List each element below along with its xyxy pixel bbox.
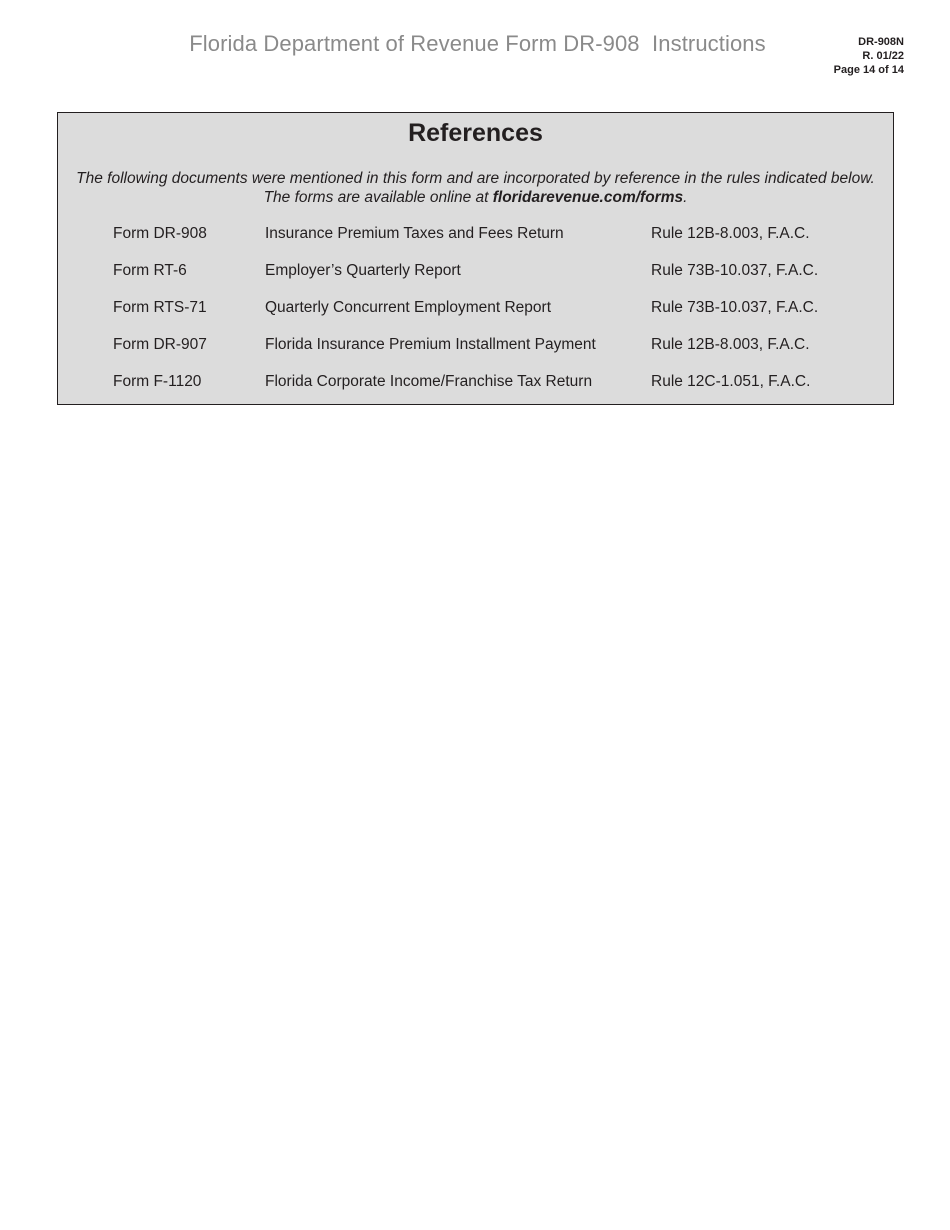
- reference-form: Form DR-907: [113, 336, 207, 353]
- reference-rule: Rule 73B-10.037, F.A.C.: [651, 262, 819, 279]
- intro-line-2: [58, 188, 893, 207]
- reference-row: [58, 336, 893, 358]
- reference-rule: Rule 73B-10.037, F.A.C.: [651, 299, 819, 316]
- intro-line-1: The following documents were mentioned in this form and are incorporated by reference in the rules indicated below.: [76, 170, 875, 187]
- form-meta: [834, 35, 904, 77]
- reference-rule: Rule 12B-8.003, F.A.C.: [651, 336, 810, 353]
- intro-suffix: .: [683, 189, 688, 206]
- forms-website-link[interactable]: floridarevenue.com/forms: [492, 189, 684, 206]
- intro-prefix: The forms are available online at: [263, 189, 493, 206]
- reference-rule: Rule 12C-1.051, F.A.C.: [651, 373, 811, 390]
- form-number: DR-908N: [858, 36, 904, 48]
- references-intro: [58, 169, 893, 207]
- reference-row: [58, 225, 893, 247]
- reference-rule: Rule 12B-8.003, F.A.C.: [651, 225, 810, 242]
- page-title: Florida Department of Revenue Form DR-908 Instructions: [189, 31, 766, 56]
- reference-title: Florida Insurance Premium Installment Payment: [265, 336, 596, 353]
- references-heading: References: [408, 119, 543, 147]
- reference-form: Form RTS-71: [113, 299, 207, 316]
- reference-title: Quarterly Concurrent Employment Report: [265, 299, 552, 316]
- reference-title: Florida Corporate Income/Franchise Tax Return: [265, 373, 593, 390]
- reference-form: Form RT-6: [113, 262, 187, 279]
- reference-row: [58, 373, 893, 395]
- page-number: Page 14 of 14: [833, 64, 904, 76]
- reference-title: Employer’s Quarterly Report: [265, 262, 461, 279]
- reference-row: [58, 299, 893, 321]
- reference-row: [58, 262, 893, 284]
- reference-form: Form DR-908: [113, 225, 207, 242]
- reference-form: Form F-1120: [113, 373, 202, 390]
- references-box: [57, 112, 894, 405]
- form-revision: R. 01/22: [862, 50, 904, 62]
- reference-title: Insurance Premium Taxes and Fees Return: [265, 225, 564, 242]
